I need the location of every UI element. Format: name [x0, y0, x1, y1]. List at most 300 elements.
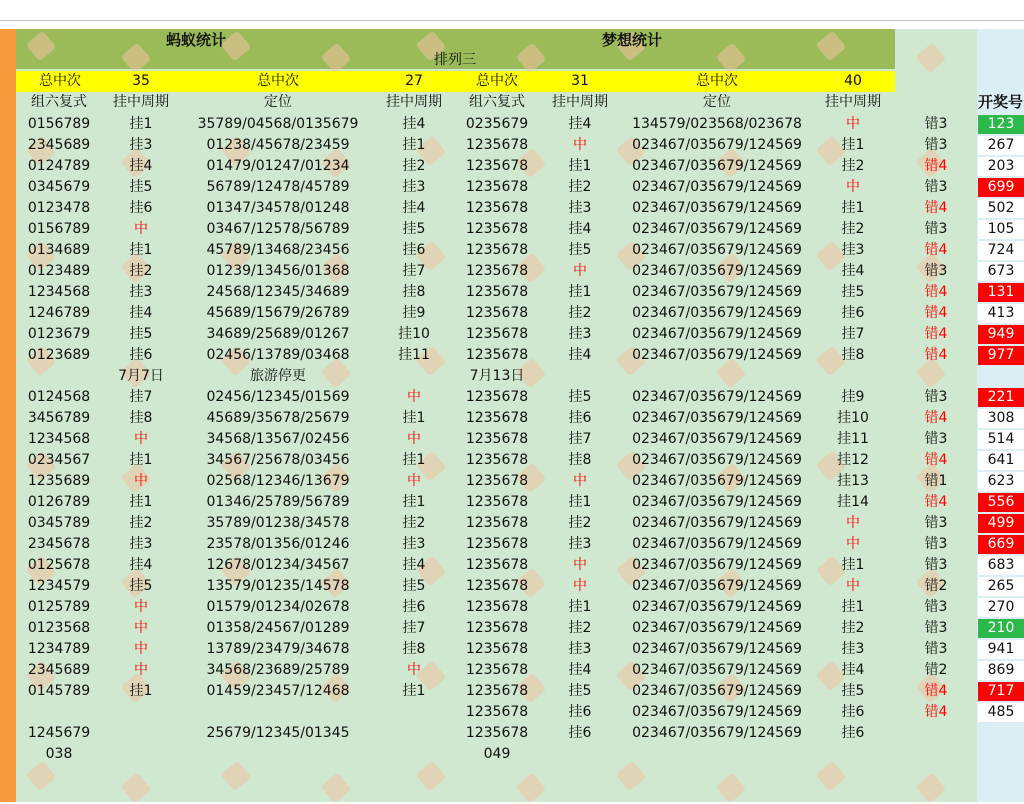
cell-miss-count: 错4 [924, 452, 948, 468]
cell-period-left-1: 挂5 [129, 179, 153, 195]
cell-draw-number: 105 [978, 220, 1024, 239]
cell-period-left-1: 挂3 [129, 284, 153, 300]
cell-group6-right: 1235678 [465, 347, 529, 363]
col-header-position-left: 定位 [264, 94, 292, 110]
cell-position-right: 023467/035679/124569 [632, 578, 802, 594]
cell-period-right-2: 挂3 [841, 641, 865, 657]
cell-group6-left: 0156789 [27, 221, 91, 237]
cell-period-right-1: 中 [573, 137, 587, 153]
cell-period-right-2: 挂7 [841, 326, 865, 342]
cell-miss-count: 错3 [924, 536, 948, 552]
cell-period-left-1: 挂1 [129, 452, 153, 468]
cell-period-left-1: 挂5 [129, 326, 153, 342]
cell-position-left: 25679/12345/01345 [206, 725, 350, 741]
cell-draw-number: 941 [978, 640, 1024, 659]
cell-position-left: 23578/01356/01246 [206, 536, 350, 552]
cell-group6-right: 1235678 [465, 683, 529, 699]
col-header-draw: 开奖号 [978, 93, 1024, 111]
cell-group6-right: 1235678 [465, 578, 529, 594]
cell-group6-right: 1235678 [465, 389, 529, 405]
cell-position-left: 03467/12578/56789 [206, 221, 350, 237]
cell-period-left-1: 中 [134, 221, 148, 237]
cell-group6-right: 1235678 [465, 641, 529, 657]
cell-group6-left: 3456789 [27, 410, 91, 426]
cell-period-right-2: 挂10 [837, 410, 869, 426]
col-header-group6-right: 组六复式 [469, 94, 525, 110]
cell-position-left: 02456/13789/03468 [206, 347, 350, 363]
cell-position-left: 01239/13456/01368 [206, 263, 350, 279]
cell-miss-count: 错4 [924, 704, 948, 720]
cell-period-left-1: 中 [134, 473, 148, 489]
total-value-2: 27 [405, 73, 423, 89]
cell-period-right-1: 挂6 [568, 410, 592, 426]
cell-draw-number: 221 [978, 388, 1024, 407]
cell-position-left: 旅游停更 [250, 368, 306, 384]
cell-period-left-1: 挂6 [129, 200, 153, 216]
cell-position-right: 023467/035679/124569 [632, 221, 802, 237]
cell-miss-count: 错4 [924, 284, 948, 300]
cell-period-left-1: 挂1 [129, 242, 153, 258]
cell-position-left: 12678/01234/34567 [206, 557, 350, 573]
cell-period-left-2: 挂6 [402, 599, 426, 615]
cell-group6-left: 0123568 [27, 620, 91, 636]
cell-draw-number: 485 [978, 703, 1024, 722]
cell-position-left: 35789/01238/34578 [206, 515, 350, 531]
cell-group6-right: 7月13日 [469, 368, 525, 384]
cell-group6-left: 1245679 [27, 725, 91, 741]
cell-position-left: 34568/13567/02456 [206, 431, 350, 447]
total-label-2: 总中次 [257, 73, 299, 89]
cell-group6-right: 1235678 [465, 263, 529, 279]
cell-miss-count: 错3 [924, 515, 948, 531]
cell-period-right-1: 挂2 [568, 515, 592, 531]
cell-miss-count: 错3 [924, 599, 948, 615]
cell-period-left-1: 中 [134, 620, 148, 636]
cell-group6-left: 1234789 [27, 641, 91, 657]
cell-period-right-2: 挂4 [841, 662, 865, 678]
cell-group6-left: 1234568 [27, 284, 91, 300]
cell-draw-number: 270 [978, 598, 1024, 617]
cell-position-left: 45789/13468/23456 [206, 242, 350, 258]
cell-period-right-2: 挂2 [841, 620, 865, 636]
cell-period-left-1: 挂1 [129, 683, 153, 699]
cell-group6-left: 0126789 [27, 494, 91, 510]
cell-draw-number: 641 [978, 451, 1024, 470]
cell-group6-left: 2345689 [27, 662, 91, 678]
cell-position-left: 01347/34578/01248 [206, 200, 350, 216]
cell-draw-number: 673 [978, 262, 1024, 281]
cell-group6-left: 0123489 [27, 263, 91, 279]
cell-group6-left: 0125789 [27, 599, 91, 615]
col-header-position-right: 定位 [703, 94, 731, 110]
cell-group6-left: 0124568 [27, 389, 91, 405]
cell-draw-number: 123 [978, 115, 1024, 134]
cell-group6-right: 1235678 [465, 599, 529, 615]
cell-position-right: 023467/035679/124569 [632, 431, 802, 447]
cell-period-right-2: 挂13 [837, 473, 869, 489]
cell-period-right-2: 挂9 [841, 389, 865, 405]
cell-period-left-1: 挂5 [129, 578, 153, 594]
cell-period-left-2: 挂8 [402, 641, 426, 657]
cell-miss-count: 错4 [924, 326, 948, 342]
cell-miss-count: 错4 [924, 683, 948, 699]
cell-group6-left: 0345789 [27, 515, 91, 531]
cell-draw-number: 869 [978, 661, 1024, 680]
cell-period-left-1: 挂4 [129, 557, 153, 573]
cell-draw-number: 717 [978, 682, 1024, 701]
cell-period-right-1: 挂4 [568, 116, 592, 132]
cell-draw-number: 699 [978, 178, 1024, 197]
cell-period-right-2: 挂11 [837, 431, 869, 447]
cell-group6-right: 1235678 [465, 620, 529, 636]
cell-period-right-2: 挂2 [841, 158, 865, 174]
cell-period-left-1: 7月7日 [118, 368, 164, 384]
cell-miss-count: 错4 [924, 410, 948, 426]
cell-period-right-1: 挂5 [568, 683, 592, 699]
col-header-period-left-1: 挂中周期 [113, 94, 169, 110]
cell-period-left-2: 挂6 [402, 242, 426, 258]
total-label-4: 总中次 [696, 73, 738, 89]
cell-draw-number: 308 [978, 409, 1024, 428]
cell-period-right-1: 挂2 [568, 305, 592, 321]
cell-miss-count: 错3 [924, 557, 948, 573]
cell-miss-count: 错2 [924, 662, 948, 678]
cell-period-right-2: 挂5 [841, 683, 865, 699]
cell-period-right-2: 挂6 [841, 305, 865, 321]
cell-period-right-2: 挂6 [841, 704, 865, 720]
cell-group6-left: 0123689 [27, 347, 91, 363]
cell-group6-left: 0234567 [27, 452, 91, 468]
cell-group6-right: 1235678 [465, 410, 529, 426]
cell-group6-right: 1235678 [465, 431, 529, 447]
cell-group6-right: 1235678 [465, 326, 529, 342]
cell-draw-number: 683 [978, 556, 1024, 575]
cell-period-left-2: 挂2 [402, 515, 426, 531]
left-section-title: 蚂蚁统计 [165, 31, 227, 49]
cell-period-right-2: 挂1 [841, 137, 865, 153]
cell-period-right-2: 挂1 [841, 599, 865, 615]
cell-period-left-1: 挂7 [129, 389, 153, 405]
cell-period-left-2: 挂3 [402, 179, 426, 195]
cell-draw-number: 131 [978, 283, 1024, 302]
cell-position-right: 023467/035679/124569 [632, 641, 802, 657]
cell-position-left: 01346/25789/56789 [206, 494, 350, 510]
cell-period-right-2: 挂1 [841, 200, 865, 216]
cell-position-left: 34689/25689/01267 [206, 326, 350, 342]
cell-period-left-2: 挂4 [402, 116, 426, 132]
cell-period-left-1: 挂3 [129, 137, 153, 153]
cell-group6-right: 0235679 [465, 116, 529, 132]
cell-group6-right: 1235678 [465, 284, 529, 300]
cell-period-left-2: 挂5 [402, 221, 426, 237]
cell-group6-left: 0345679 [27, 179, 91, 195]
cell-period-right-1: 中 [573, 263, 587, 279]
cell-period-right-1: 挂3 [568, 326, 592, 342]
cell-position-right: 023467/035679/124569 [632, 326, 802, 342]
cell-position-right: 023467/035679/124569 [632, 704, 802, 720]
cell-position-right: 023467/035679/124569 [632, 200, 802, 216]
cell-period-left-1: 挂3 [129, 536, 153, 552]
cell-draw-number: 203 [978, 157, 1024, 176]
cell-period-right-2: 挂6 [841, 725, 865, 741]
cell-period-right-1: 挂1 [568, 494, 592, 510]
col-header-period-left-2: 挂中周期 [386, 94, 442, 110]
cell-draw-number: 210 [978, 619, 1024, 638]
cell-group6-left: 0123478 [27, 200, 91, 216]
cell-miss-count: 错3 [924, 641, 948, 657]
cell-period-left-1: 挂8 [129, 410, 153, 426]
cell-period-left-1: 挂1 [129, 116, 153, 132]
cell-period-right-2: 中 [846, 578, 860, 594]
cell-miss-count: 错4 [924, 158, 948, 174]
subtitle: 排列三 [434, 52, 476, 68]
cell-draw-number: 977 [978, 346, 1024, 365]
cell-group6-left: 1234579 [27, 578, 91, 594]
cell-period-left-1: 中 [134, 599, 148, 615]
cell-position-right: 023467/035679/124569 [632, 473, 802, 489]
cell-miss-count: 错4 [924, 242, 948, 258]
cell-position-right: 023467/035679/124569 [632, 242, 802, 258]
cell-period-left-1: 挂4 [129, 305, 153, 321]
cell-miss-count: 错3 [924, 179, 948, 195]
col-header-group6-left: 组六复式 [31, 94, 87, 110]
cell-period-left-2: 挂9 [402, 305, 426, 321]
cell-period-left-1: 挂6 [129, 347, 153, 363]
cell-draw-number: 623 [978, 472, 1024, 491]
cell-position-right: 023467/035679/124569 [632, 284, 802, 300]
cell-position-right: 023467/035679/124569 [632, 557, 802, 573]
cell-position-left: 35789/04568/0135679 [197, 116, 359, 132]
cell-period-right-2: 挂12 [837, 452, 869, 468]
cell-period-right-1: 挂6 [568, 704, 592, 720]
cell-period-left-2: 挂2 [402, 158, 426, 174]
cell-period-right-2: 中 [846, 515, 860, 531]
cell-period-left-2: 挂1 [402, 683, 426, 699]
cell-period-left-1: 中 [134, 641, 148, 657]
total-label-3: 总中次 [476, 73, 518, 89]
cell-period-left-1: 挂2 [129, 263, 153, 279]
cell-period-right-1: 挂6 [568, 725, 592, 741]
cell-period-left-1: 中 [134, 662, 148, 678]
cell-group6-left: 1234568 [27, 431, 91, 447]
cell-position-right: 023467/035679/124569 [632, 347, 802, 363]
cell-group6-right: 1235678 [465, 242, 529, 258]
cell-miss-count: 错4 [924, 494, 948, 510]
total-label-1: 总中次 [39, 73, 81, 89]
cell-period-right-2: 中 [846, 179, 860, 195]
cell-draw-number: 502 [978, 199, 1024, 218]
cell-period-right-2: 挂5 [841, 284, 865, 300]
cell-period-right-1: 中 [573, 557, 587, 573]
cell-period-right-2: 挂8 [841, 347, 865, 363]
cell-miss-count: 错3 [924, 620, 948, 636]
cell-group6-left: 0123679 [27, 326, 91, 342]
cell-period-left-2: 挂1 [402, 410, 426, 426]
cell-group6-right: 1235678 [465, 662, 529, 678]
cell-position-left: 34567/25678/03456 [206, 452, 350, 468]
cell-group6-right: 1235678 [465, 158, 529, 174]
cell-group6-right: 1235678 [465, 452, 529, 468]
cell-group6-left: 1246789 [27, 305, 91, 321]
cell-position-left: 34568/23689/25789 [206, 662, 350, 678]
total-value-3: 31 [571, 73, 589, 89]
cell-position-left: 24568/12345/34689 [206, 284, 350, 300]
cell-period-right-1: 挂5 [568, 389, 592, 405]
total-value-1: 35 [132, 73, 150, 89]
cell-period-right-1: 挂2 [568, 179, 592, 195]
cell-group6-right: 1235678 [465, 200, 529, 216]
cell-miss-count: 错3 [924, 431, 948, 447]
top-toolbar [0, 0, 1024, 21]
cell-group6-right: 049 [483, 746, 511, 762]
cell-period-right-1: 挂3 [568, 536, 592, 552]
cell-period-left-2: 挂3 [402, 536, 426, 552]
cell-period-left-2: 挂11 [398, 347, 430, 363]
cell-group6-left: 0145789 [27, 683, 91, 699]
cell-miss-count: 错3 [924, 263, 948, 279]
cell-group6-left: 0134689 [27, 242, 91, 258]
cell-group6-right: 1235678 [465, 704, 529, 720]
cell-position-right: 023467/035679/124569 [632, 536, 802, 552]
cell-position-left: 02456/12345/01569 [206, 389, 350, 405]
cell-period-right-2: 挂4 [841, 263, 865, 279]
cell-period-left-2: 挂4 [402, 200, 426, 216]
cell-period-right-2: 中 [846, 536, 860, 552]
cell-draw-number: 499 [978, 514, 1024, 533]
cell-miss-count: 错3 [924, 137, 948, 153]
cell-draw-number: 669 [978, 535, 1024, 554]
cell-position-right: 023467/035679/124569 [632, 263, 802, 279]
cell-draw-number: 724 [978, 241, 1024, 260]
cell-position-right: 023467/035679/124569 [632, 725, 802, 741]
cell-group6-right: 1235678 [465, 137, 529, 153]
cell-draw-number: 413 [978, 304, 1024, 323]
cell-period-left-1: 挂2 [129, 515, 153, 531]
cell-draw-number: 556 [978, 493, 1024, 512]
cell-draw-number: 265 [978, 577, 1024, 596]
cell-group6-left: 2345689 [27, 137, 91, 153]
cell-miss-count: 错4 [924, 305, 948, 321]
cell-period-right-1: 挂1 [568, 284, 592, 300]
cell-position-left: 56789/12478/45789 [206, 179, 350, 195]
cell-position-right: 023467/035679/124569 [632, 620, 802, 636]
cell-period-left-1: 挂1 [129, 494, 153, 510]
cell-period-right-1: 挂5 [568, 242, 592, 258]
cell-position-right: 023467/035679/124569 [632, 305, 802, 321]
cell-position-left: 45689/15679/26789 [206, 305, 350, 321]
cell-group6-right: 1235678 [465, 305, 529, 321]
cell-group6-left: 1235689 [27, 473, 91, 489]
cell-period-left-2: 挂8 [402, 284, 426, 300]
cell-period-left-2: 中 [407, 662, 421, 678]
cell-position-right: 023467/035679/124569 [632, 410, 802, 426]
cell-position-right: 023467/035679/124569 [632, 494, 802, 510]
cell-group6-right: 1235678 [465, 536, 529, 552]
cell-period-right-2: 挂1 [841, 557, 865, 573]
cell-period-left-2: 挂7 [402, 263, 426, 279]
cell-period-right-1: 挂2 [568, 620, 592, 636]
cell-position-left: 02568/12346/13679 [206, 473, 350, 489]
cell-period-left-2: 中 [407, 389, 421, 405]
cell-draw-number: 514 [978, 430, 1024, 449]
cell-position-right: 023467/035679/124569 [632, 158, 802, 174]
cell-position-left: 01238/45678/23459 [206, 137, 350, 153]
cell-position-right: 023467/035679/124569 [632, 515, 802, 531]
cell-position-left: 13789/23479/34678 [206, 641, 350, 657]
cell-position-right: 023467/035679/124569 [632, 452, 802, 468]
cell-period-right-1: 挂8 [568, 452, 592, 468]
cell-period-right-1: 挂3 [568, 200, 592, 216]
cell-position-left: 01579/01234/02678 [206, 599, 350, 615]
cell-group6-right: 1235678 [465, 725, 529, 741]
total-value-4: 40 [844, 73, 862, 89]
cell-group6-right: 1235678 [465, 473, 529, 489]
cell-miss-count: 错3 [924, 116, 948, 132]
cell-position-left: 01459/23457/12468 [206, 683, 350, 699]
cell-position-right: 023467/035679/124569 [632, 137, 802, 153]
cell-period-left-2: 中 [407, 431, 421, 447]
cell-position-left: 01358/24567/01289 [206, 620, 350, 636]
cell-period-right-1: 挂4 [568, 662, 592, 678]
col-header-period-right-1: 挂中周期 [552, 94, 608, 110]
cell-miss-count: 错4 [924, 347, 948, 363]
cell-period-right-1: 挂1 [568, 599, 592, 615]
cell-miss-count: 错1 [924, 473, 948, 489]
cell-period-right-2: 挂14 [837, 494, 869, 510]
cell-period-right-1: 挂3 [568, 641, 592, 657]
cell-period-left-2: 挂4 [402, 557, 426, 573]
right-section-title: 梦想统计 [601, 31, 663, 49]
cell-period-right-1: 挂7 [568, 431, 592, 447]
cell-group6-right: 1235678 [465, 557, 529, 573]
cell-draw-number: 267 [978, 136, 1024, 155]
cell-period-left-2: 中 [407, 473, 421, 489]
cell-position-right: 023467/035679/124569 [632, 662, 802, 678]
cell-draw-number: 949 [978, 325, 1024, 344]
cell-period-left-2: 挂5 [402, 578, 426, 594]
cell-period-right-1: 挂4 [568, 221, 592, 237]
cell-position-left: 01479/01247/01234 [206, 158, 350, 174]
cell-period-left-2: 挂1 [402, 494, 426, 510]
cell-group6-left: 0125678 [27, 557, 91, 573]
cell-position-right: 023467/035679/124569 [632, 599, 802, 615]
cell-position-right: 023467/035679/124569 [632, 683, 802, 699]
cell-period-right-1: 挂4 [568, 347, 592, 363]
cell-group6-right: 1235678 [465, 494, 529, 510]
row-header-strip [0, 29, 16, 802]
cell-period-left-2: 挂1 [402, 452, 426, 468]
cell-position-left: 13579/01235/14578 [206, 578, 350, 594]
cell-period-right-2: 挂3 [841, 242, 865, 258]
cell-position-right: 023467/035679/124569 [632, 179, 802, 195]
cell-position-left: 45689/35678/25679 [206, 410, 350, 426]
cell-period-left-2: 挂7 [402, 620, 426, 636]
cell-period-right-1: 挂1 [568, 158, 592, 174]
cell-group6-right: 1235678 [465, 221, 529, 237]
cell-period-left-1: 中 [134, 431, 148, 447]
cell-period-right-1: 中 [573, 473, 587, 489]
cell-group6-left: 0156789 [27, 116, 91, 132]
cell-miss-count: 错3 [924, 221, 948, 237]
cell-period-right-1: 中 [573, 578, 587, 594]
cell-position-right: 134579/023568/023678 [632, 116, 802, 132]
col-header-period-right-2: 挂中周期 [825, 94, 881, 110]
cell-miss-count: 错2 [924, 578, 948, 594]
cell-position-right: 023467/035679/124569 [632, 389, 802, 405]
cell-period-right-2: 挂2 [841, 221, 865, 237]
cell-group6-left: 038 [45, 746, 73, 762]
cell-period-left-2: 挂1 [402, 137, 426, 153]
